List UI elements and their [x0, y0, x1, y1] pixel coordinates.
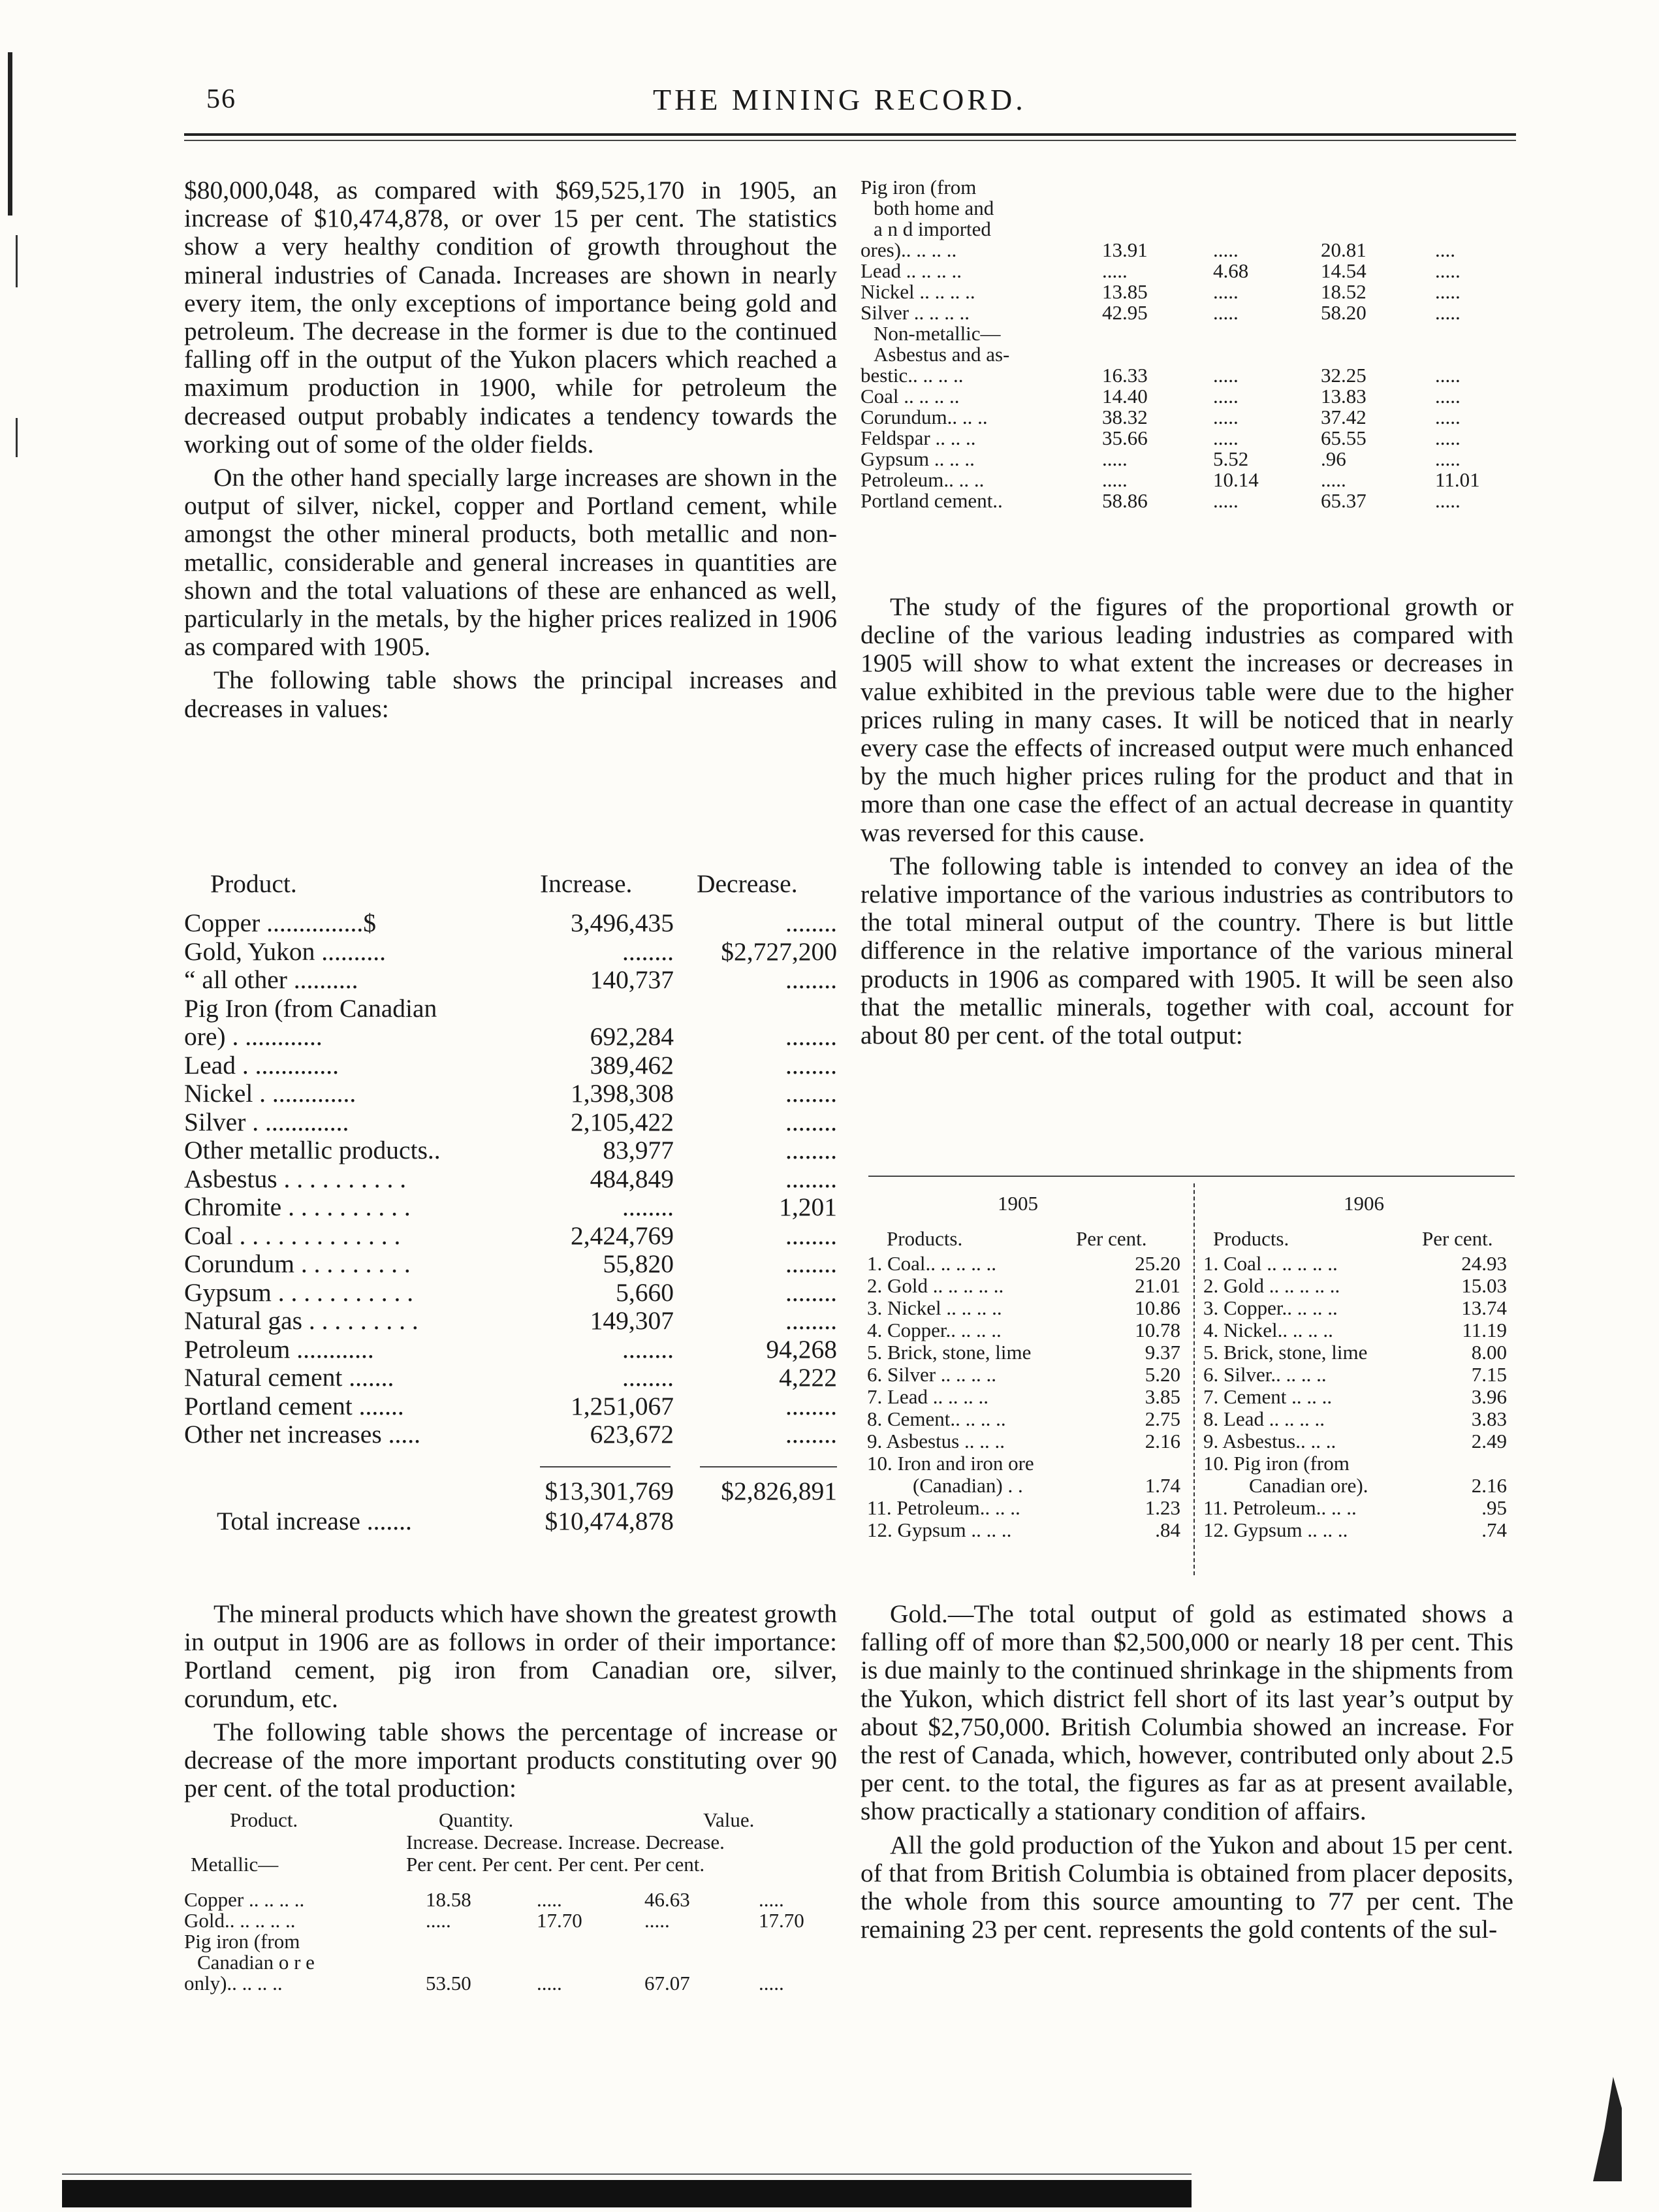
increase-value: 2,105,422 [571, 1107, 674, 1136]
product-name: Portland cement ....... [184, 1391, 404, 1420]
qty-decrease: ..... [1213, 301, 1239, 324]
table-row [184, 1419, 837, 1448]
product-name: Silver . ............. [184, 1107, 349, 1136]
table-row [184, 1078, 837, 1107]
table-row [867, 1253, 1187, 1275]
table-row [184, 1910, 837, 1931]
table-row [1203, 1341, 1513, 1364]
scan-edge-mark [16, 418, 18, 457]
product-name: Corundum.. .. .. [861, 406, 988, 428]
percent-value: 2.16 [1471, 1474, 1507, 1497]
table3-divider [1193, 1183, 1195, 1575]
percent-value: 3.96 [1471, 1385, 1507, 1408]
col-products-1905: Products. [887, 1227, 963, 1250]
product-name: 12. Gypsum .. .. .. [867, 1518, 1012, 1541]
val-increase: 37.42 [1321, 406, 1367, 428]
table-row [184, 1050, 837, 1079]
table-row [861, 239, 1513, 260]
decrease-value: ........ [785, 1107, 837, 1136]
product-name: Gold, Yukon .......... [184, 937, 387, 966]
table-row [861, 448, 1513, 469]
table-row [1203, 1297, 1513, 1319]
table-row [867, 1386, 1187, 1408]
product-name: both home and [874, 197, 994, 219]
product-name: 8. Cement.. .. .. .. [867, 1407, 1006, 1430]
product-name: 11. Petroleum.. .. .. [867, 1496, 1020, 1519]
product-name: 6. Silver.. .. .. .. [1203, 1363, 1327, 1386]
table-row [184, 1391, 837, 1420]
percent-value: 24.93 [1461, 1252, 1507, 1275]
product-name: Feldspar .. .. .. [861, 426, 976, 449]
left-column [184, 176, 837, 723]
product-name: only).. .. .. .. [184, 1972, 283, 1995]
val-increase: 65.37 [1321, 489, 1367, 512]
decrease-value: ........ [785, 1022, 837, 1051]
product-name: 2. Gold .. .. .. .. .. [1203, 1274, 1340, 1297]
col-percent-1906: Per cent. [1422, 1227, 1493, 1250]
val-decrease: ..... [1435, 364, 1461, 387]
table-row [861, 260, 1513, 281]
increase-value: ........ [622, 1334, 674, 1364]
table-row [867, 1475, 1187, 1497]
decrease-value: ........ [785, 1391, 837, 1420]
table-row [861, 197, 1513, 218]
table-row [184, 993, 837, 1022]
product-name: 10. Iron and iron ore [867, 1452, 1034, 1475]
increase-value: 83,977 [603, 1136, 674, 1164]
right-column-lower [861, 1600, 1513, 1944]
decrease-value: ........ [785, 1306, 837, 1335]
table-row [184, 1362, 837, 1391]
val-increase: 67.07 [644, 1972, 690, 1995]
product-name: 4. Copper.. .. .. .. [867, 1319, 1002, 1341]
val-increase: 58.20 [1321, 301, 1367, 324]
percent-value: 10.86 [1135, 1296, 1180, 1319]
increase-value: ........ [622, 937, 674, 966]
percent-value: .95 [1481, 1496, 1507, 1519]
product-name: 7. Cement .. .. .. [1203, 1385, 1333, 1408]
table-row [861, 469, 1513, 490]
header-rule [184, 133, 1516, 136]
paragraph: The following table is intended to convey an idea of the relative importance of the various industries as contributors to the total mineral output of the country. There is but little difference in the relative importance of the various mineral products in 1906 as compared with 1905. It will be seen also that the metallic minerals, together with coal, account for about 80 per cent. of the total output: [861, 851, 1513, 1050]
val-decrease: ..... [1435, 489, 1461, 512]
product-name: 8. Lead .. .. .. .. [1203, 1407, 1325, 1430]
product-name: Other net increases ..... [184, 1420, 420, 1449]
decrease-value: $2,727,200 [721, 937, 837, 966]
paragraph: Gold.—The total output of gold as estimated shows a falling off of more than $2,500,000 or nearly 18 per cent. This is due mainly to the continued shrinkage in the shipments from the Yukon, which district fell short of its last year’s output by about $2,750,000. British Columbia showed an increase. For the rest of Canada, which, however, contributed only about 2.5 per cent. to the total, the figures as far as at present available, show practically a stationary condition of affairs. [861, 1599, 1513, 1826]
val-decrease: ..... [1435, 259, 1461, 282]
decrease-value: ........ [785, 1136, 837, 1164]
metallic-label: Metallic— [191, 1853, 279, 1876]
table-row [861, 176, 1513, 197]
decrease-value: 4,222 [779, 1363, 837, 1392]
qty-decrease: 4.68 [1213, 259, 1249, 282]
product-name: 3. Nickel .. .. .. .. [867, 1296, 1002, 1319]
product-name: Coal . . . . . . . . . . . . . [184, 1221, 401, 1250]
product-name: “ all other .......... [184, 965, 358, 994]
val-increase: 18.52 [1321, 280, 1367, 303]
quantity-header: Quantity. [439, 1808, 514, 1831]
percent-value: 15.03 [1461, 1274, 1507, 1297]
increase-value: 3,496,435 [571, 908, 674, 937]
product-name: 2. Gold .. .. .. .. .. [867, 1274, 1004, 1297]
percent-value: 2.49 [1471, 1430, 1507, 1452]
val-increase: 20.81 [1321, 238, 1367, 261]
percent-value: 5.20 [1145, 1363, 1180, 1386]
product-name: bestic.. .. .. .. [861, 364, 964, 387]
qty-decrease: ..... [1213, 406, 1239, 428]
col-header-decrease: Decrease. [697, 869, 798, 898]
table-row [184, 908, 837, 937]
table-row [184, 1021, 837, 1050]
product-name: Gold.. .. .. .. .. [184, 1909, 296, 1932]
qty-increase: 16.33 [1102, 364, 1148, 387]
product-name: 10. Pig iron (from [1203, 1452, 1350, 1475]
product-name: 3. Copper.. .. .. .. [1203, 1296, 1338, 1319]
scan-bottom-bar [62, 2180, 1192, 2207]
table-row [1203, 1497, 1513, 1519]
table-row [861, 490, 1513, 511]
product-name: 11. Petroleum.. .. .. [1203, 1496, 1357, 1519]
sum-rule [540, 1466, 671, 1467]
year-1906: 1906 [1344, 1192, 1384, 1215]
val-decrease: 11.01 [1435, 468, 1480, 491]
net-increase-label: Total increase ....... [217, 1507, 412, 1535]
sub-header-2: Per cent. Per cent. Per cent. Per cent. [406, 1853, 705, 1876]
val-increase: ..... [1321, 468, 1346, 491]
decrease-value: 1,201 [779, 1193, 837, 1221]
col-header-increase: Increase. [540, 869, 633, 898]
qty-increase: 14.40 [1102, 385, 1148, 408]
right-column [861, 593, 1513, 1050]
percent-value: 11.19 [1462, 1319, 1507, 1341]
qty-decrease: ..... [537, 1888, 562, 1911]
product-name: 1. Coal .. .. .. .. .. [1203, 1252, 1338, 1275]
table-row [867, 1364, 1187, 1386]
decrease-value: ........ [785, 1420, 837, 1449]
increase-value: ........ [622, 1193, 674, 1221]
product-name: Pig Iron (from Canadian [184, 993, 437, 1023]
qty-decrease: ..... [1213, 426, 1239, 449]
table-row [1203, 1364, 1513, 1386]
decrease-value: ........ [785, 965, 837, 994]
product-name: Asbestus and as- [874, 343, 1010, 366]
percent-value: 2.16 [1145, 1430, 1180, 1452]
increase-value: ........ [622, 1363, 674, 1392]
table-row [1203, 1475, 1513, 1497]
product-name: Silver .. .. .. .. [861, 301, 970, 324]
sub-header-1: Increase. Decrease. Increase. Decrease. [406, 1831, 725, 1853]
increase-value: 55,820 [603, 1249, 674, 1278]
val-increase: .96 [1321, 447, 1346, 470]
table-row [867, 1519, 1187, 1541]
left-column-lower [184, 1600, 837, 1803]
table-row [861, 302, 1513, 323]
percentage-table-right [861, 176, 1513, 511]
increase-value: 5,660 [616, 1277, 674, 1307]
percent-value: 8.00 [1471, 1341, 1507, 1364]
table-row [861, 323, 1513, 344]
percentage-table-left [184, 1889, 837, 1993]
table-row [184, 1972, 837, 1993]
paragraph: On the other hand specially large increases are shown in the output of silver, nickel, copper and Portland cement, while amongst the other mineral products, both metallic and non-metallic, considerable and general increases in quantities are shown and the total valuations of these are enhanced as well, particularly in the metals, by the higher prices realized in 1906 as compared with 1905. [184, 463, 837, 662]
decrease-value: ........ [785, 1277, 837, 1307]
table-row [867, 1497, 1187, 1519]
qty-decrease: ..... [1213, 364, 1239, 387]
qty-increase: ..... [426, 1909, 451, 1932]
product-name: 9. Asbestus.. .. .. [1203, 1430, 1336, 1452]
increase-value: 149,307 [590, 1306, 674, 1335]
product-name: ores).. .. .. .. [861, 238, 957, 261]
table-row [184, 1334, 837, 1363]
scan-edge-bar [8, 52, 12, 216]
val-increase: 14.54 [1321, 259, 1367, 282]
val-increase: ..... [644, 1909, 670, 1932]
percent-value: 21.01 [1135, 1274, 1180, 1297]
increase-value: 692,284 [590, 1022, 674, 1051]
qty-increase: 13.91 [1102, 238, 1148, 261]
qty-decrease: ..... [1213, 280, 1239, 303]
percent-value: .84 [1155, 1518, 1180, 1541]
table-row [1203, 1319, 1513, 1341]
product-name: Nickel . ............. [184, 1079, 356, 1108]
val-decrease: ..... [1435, 447, 1461, 470]
table-row [184, 1249, 837, 1277]
table-row [184, 1889, 837, 1910]
scan-edge-mark [16, 235, 18, 287]
qty-decrease: ..... [1213, 385, 1239, 408]
val-increase: 32.25 [1321, 364, 1367, 387]
table-row [184, 1107, 837, 1136]
product-name: Corundum . . . . . . . . . [184, 1249, 411, 1278]
table-row [1203, 1275, 1513, 1297]
increase-decrease-table [184, 869, 837, 1535]
increase-value: 1,398,308 [571, 1079, 674, 1108]
page-number: 56 [206, 84, 236, 114]
qty-decrease: ..... [537, 1972, 562, 1995]
table-row [861, 281, 1513, 302]
val-decrease: 17.70 [759, 1909, 804, 1932]
table3-top-rule [868, 1176, 1515, 1177]
qty-increase: 18.58 [426, 1888, 471, 1911]
percent-value: 25.20 [1135, 1252, 1180, 1275]
qty-increase: ..... [1102, 468, 1128, 491]
product-name: Natural gas . . . . . . . . . [184, 1306, 419, 1335]
val-decrease: ..... [1435, 426, 1461, 449]
table-row [1203, 1386, 1513, 1408]
table-row [861, 385, 1513, 406]
paragraph: The following table shows the principal increases and decreases in values: [184, 665, 837, 723]
product-name: ore) . ............ [184, 1022, 323, 1051]
year-1905: 1905 [998, 1192, 1038, 1215]
product-name: (Canadian) . . [913, 1474, 1023, 1497]
net-increase-row [184, 1506, 837, 1535]
product-name: Coal .. .. .. .. [861, 385, 960, 408]
col-header-product: Product. [210, 869, 297, 898]
product-name: Canadian ore). [1249, 1474, 1368, 1497]
table-row [1203, 1519, 1513, 1541]
product-name: Other metallic products.. [184, 1136, 441, 1164]
net-increase-value: $10,474,878 [545, 1507, 674, 1535]
table-row [184, 1135, 837, 1164]
header-rule-thin [184, 140, 1516, 141]
product-name: Petroleum ............ [184, 1334, 374, 1364]
table-row [861, 427, 1513, 448]
table-row [867, 1452, 1187, 1475]
footer-rule [62, 2173, 1192, 2175]
qty-increase: 13.85 [1102, 280, 1148, 303]
qty-decrease: ..... [1213, 489, 1239, 512]
product-name: Lead .. .. .. .. [861, 259, 962, 282]
product-name: Non-metallic— [874, 322, 1001, 345]
table-row [867, 1275, 1187, 1297]
table-row [184, 1277, 837, 1306]
paragraph: The following table shows the percentage of increase or decrease of the more important products constituting over 90 per cent. of the total production: [184, 1717, 837, 1803]
increase-value: 623,672 [590, 1420, 674, 1449]
paragraph: The mineral products which have shown the greatest growth in output in 1906 are as follows in order of their importance: Portland cement, pig iron from Canadian ore, silver, corundum, etc. [184, 1599, 837, 1713]
total-increase-sum: $13,301,769 [545, 1477, 674, 1505]
product-name: 5. Brick, stone, lime [1203, 1341, 1368, 1364]
ink-blot [1593, 2077, 1622, 2181]
qty-increase: ..... [1102, 259, 1128, 282]
product-name: Pig iron (from [184, 1930, 300, 1953]
totals-row [184, 1476, 837, 1505]
val-decrease: ..... [1435, 385, 1461, 408]
product-name: Canadian o r e [197, 1951, 315, 1974]
table-row [861, 218, 1513, 239]
increase-value: 1,251,067 [571, 1391, 674, 1420]
decrease-value: ........ [785, 1221, 837, 1250]
sum-rule [700, 1466, 837, 1467]
table-row [867, 1341, 1187, 1364]
table-row [867, 1319, 1187, 1341]
percent-value: 3.85 [1145, 1385, 1180, 1408]
percent-value: 7.15 [1471, 1363, 1507, 1386]
table-row [867, 1297, 1187, 1319]
product-name: Lead . ............. [184, 1050, 339, 1080]
product-name: Gypsum .. .. .. [861, 447, 975, 470]
table-row [861, 364, 1513, 385]
paragraph: All the gold production of the Yukon and about 15 per cent. of that from British Columbia is obtained from placer deposits, the whole from this source amounting to 77 per cent. The remaining 23 per cent. represents the gold contents of the sul- [861, 1830, 1513, 1944]
table-row [867, 1430, 1187, 1452]
qty-increase: 42.95 [1102, 301, 1148, 324]
product-name: 6. Silver .. .. .. .. [867, 1363, 997, 1386]
qty-increase: 35.66 [1102, 426, 1148, 449]
increase-value: 140,737 [590, 965, 674, 994]
decrease-value: ........ [785, 1164, 837, 1193]
qty-decrease: 10.14 [1213, 468, 1259, 491]
percent-value: .74 [1481, 1518, 1507, 1541]
table-row [861, 344, 1513, 364]
val-decrease: ..... [759, 1888, 784, 1911]
product-name: Petroleum.. .. .. [861, 468, 985, 491]
table-row [184, 1164, 837, 1193]
table-row [184, 1931, 837, 1951]
product-name: 9. Asbestus .. .. .. [867, 1430, 1005, 1452]
col-percent-1905: Per cent. [1076, 1227, 1147, 1250]
decrease-value: ........ [785, 1079, 837, 1108]
percent-value: 1.74 [1145, 1474, 1180, 1497]
total-decrease-sum: $2,826,891 [721, 1477, 837, 1505]
val-increase: 65.55 [1321, 426, 1367, 449]
qty-decrease: ..... [1213, 238, 1239, 261]
val-increase: 46.63 [644, 1888, 690, 1911]
qty-decrease: 5.52 [1213, 447, 1249, 470]
product-name: Chromite . . . . . . . . . . [184, 1193, 411, 1221]
running-head: THE MINING RECORD. [653, 83, 1026, 116]
product-name: Copper .. .. .. .. [184, 1888, 305, 1911]
table-row [184, 1951, 837, 1972]
col-products-1906: Products. [1213, 1227, 1289, 1250]
table-row [184, 1192, 837, 1221]
product-name: a n d imported [874, 217, 991, 240]
qty-increase: 53.50 [426, 1972, 471, 1995]
increase-value: 484,849 [590, 1164, 674, 1193]
val-decrease: .... [1435, 238, 1455, 261]
qty-increase: 58.86 [1102, 489, 1148, 512]
product-name: 4. Nickel.. .. .. .. [1203, 1319, 1333, 1341]
table-row [1203, 1452, 1513, 1475]
product-name: 12. Gypsum .. .. .. [1203, 1518, 1348, 1541]
table-row [867, 1408, 1187, 1430]
table-row [1203, 1430, 1513, 1452]
product-name: Nickel .. .. .. .. [861, 280, 975, 303]
percent-value: 2.75 [1145, 1407, 1180, 1430]
decrease-value: ........ [785, 908, 837, 937]
table-row [1203, 1408, 1513, 1430]
percent-value: 3.83 [1471, 1407, 1507, 1430]
product-name: 5. Brick, stone, lime [867, 1341, 1032, 1364]
percent-value: 1.23 [1145, 1496, 1180, 1519]
table-row [184, 1221, 837, 1249]
increase-value: 389,462 [590, 1050, 674, 1080]
product-name: Gypsum . . . . . . . . . . . [184, 1277, 414, 1307]
percent-value: 9.37 [1145, 1341, 1180, 1364]
paragraph: The study of the figures of the proportional growth or decline of the various leading industries as compared with 1905 will show to what extent the increases or decreases in value exhibited in the previous table were due to the higher prices ruling in many cases. It will be noticed that in nearly every case the effects of increased output were much enhanced by the much higher prices ruling for the product and that in more than one case the effect of an actual decrease in quantity was reversed for this cause. [861, 592, 1513, 847]
val-decrease: ..... [759, 1972, 784, 1995]
product-name: Natural cement ....... [184, 1363, 394, 1392]
product-name: Pig iron (from [861, 176, 977, 199]
product-name: 1. Coal.. .. .. .. .. [867, 1252, 997, 1275]
qty-increase: ..... [1102, 447, 1128, 470]
value-header: Value. [703, 1808, 755, 1831]
percent-value: 10.78 [1135, 1319, 1180, 1341]
product-name: Portland cement.. [861, 489, 1003, 512]
table-row [184, 965, 837, 993]
increase-value: 2,424,769 [571, 1221, 674, 1250]
table-row [1203, 1253, 1513, 1275]
val-increase: 13.83 [1321, 385, 1367, 408]
product-header: Product. [230, 1808, 298, 1831]
decrease-value: ........ [785, 1050, 837, 1080]
product-name: 7. Lead .. .. .. .. [867, 1385, 988, 1408]
decrease-value: 94,268 [766, 1334, 837, 1364]
table-row [184, 1306, 837, 1334]
table-row [861, 406, 1513, 427]
val-decrease: ..... [1435, 301, 1461, 324]
percent-value: 13.74 [1461, 1296, 1507, 1319]
qty-decrease: 17.70 [537, 1909, 582, 1932]
val-decrease: ..... [1435, 406, 1461, 428]
decrease-value: ........ [785, 1249, 837, 1278]
val-decrease: ..... [1435, 280, 1461, 303]
qty-increase: 38.32 [1102, 406, 1148, 428]
paragraph: $80,000,048, as compared with $69,525,170 in 1905, an increase of $10,474,878, or over 15 per cent. The statistics show a very healthy condition of growth throughout the mineral industries of Canada. Increases are shown in nearly every item, the only exceptions of importance being gold and petroleum. The decrease in the former is due to the continued falling off in the output of the Yukon placers which reached a maximum production in 1900, while for petroleum the decreased output probably indicates a tendency towards the working out of some of the older fields. [184, 176, 837, 458]
product-name: Asbestus . . . . . . . . . . [184, 1164, 407, 1193]
product-name: Copper ...............$ [184, 908, 377, 937]
table-row [184, 937, 837, 965]
